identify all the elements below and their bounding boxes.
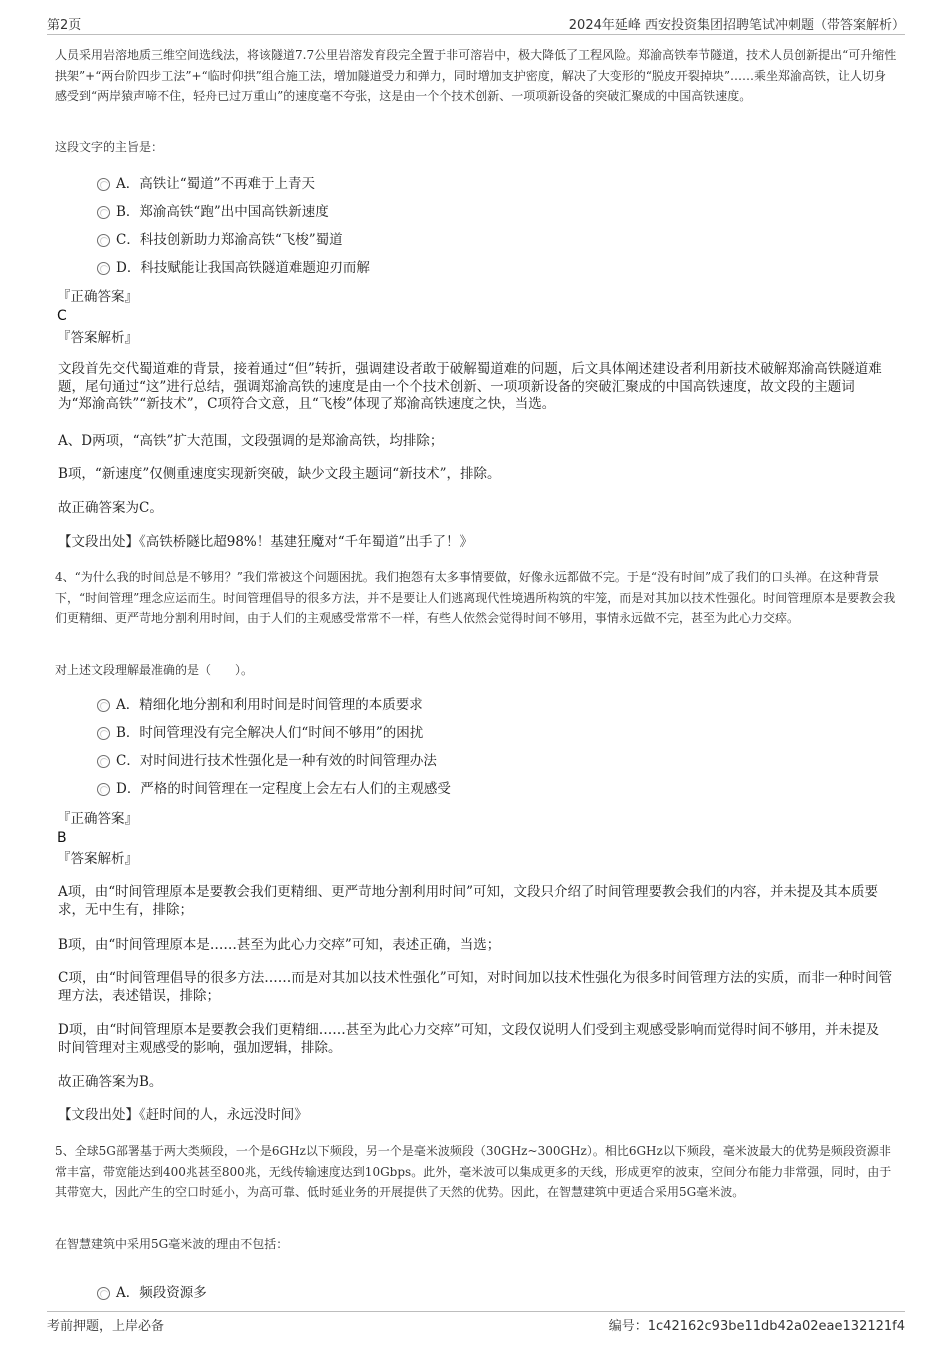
q4-question: 对上述文段理解最准确的是（ ）。 [55, 663, 254, 677]
radio-button-icon[interactable] [97, 699, 110, 712]
q3-answer: C [57, 308, 67, 324]
q3-source: 【文段出处】《高铁桥隧比超98%！基建狂魔对“千年蜀道”出手了！》 [58, 534, 474, 550]
q4-source: 【文段出处】《赶时间的人，永远没时间》 [58, 1107, 308, 1123]
q4-analysis-paragraph: A项，由“时间管理原本是要教会我们更精细、更严苛地分割利用时间”可知，文段只介绍了时间管理要教会我们的内容，并未提及其本质要求，无中生有，排除； [58, 884, 879, 918]
q5-question: 在智慧建筑中采用5G毫米波的理由不包括： [55, 1237, 289, 1251]
q4-analysis-label: 『答案解析』 [57, 851, 138, 867]
q4-answer-label: 『正确答案』 [57, 811, 138, 827]
q3-answer-label: 『正确答案』 [57, 289, 138, 305]
radio-button-icon[interactable] [97, 755, 110, 768]
option-label: C．对时间进行技术性强化是一种有效的时间管理办法 [116, 753, 437, 769]
q3-analysis-label: 『答案解析』 [57, 330, 138, 346]
q4-analysis-paragraph: D项，由“时间管理原本是要教会我们更精细……甚至为此心力交瘁”可知，文段仅说明人们受到主观感受影响而觉得时间不够用，并未提及时间管理对主观感受的影响，强加逻辑，排除。 [58, 1022, 880, 1056]
footer-slogan: 考前押题，上岸必备 [47, 1319, 165, 1334]
q3-analysis-paragraph: 文段首先交代蜀道难的背景，接着通过“但”转折，强调建设者敢于破解蜀道难的问题，后文具体阐述建设者利用新技术破解郑渝高铁隧道难题，尾句通过“这”进行总结，强调郑渝高铁的速度是由一个个技术创新、一项项新设备的突破汇聚成的中国高铁速度，故文段的主题词为“郑渝高铁”“新技术”，C项符合文意，且“飞梭”体现了郑渝高铁速度之快，当选。 [58, 361, 882, 412]
radio-button-icon[interactable] [97, 262, 110, 275]
q5-option-a[interactable] [97, 1283, 207, 1303]
option-label: C．科技创新助力郑渝高铁“飞梭”蜀道 [116, 232, 343, 248]
q4-analysis-conclusion: 故正确答案为B。 [58, 1074, 163, 1090]
q4-option-a[interactable] [97, 695, 423, 715]
q5-passage: 5、全球5G部署基于两大类频段，一个是6GHz以下频段，另一个是毫米波频段（30GHz~300GHz）。相比6GHz以下频段，毫米波最大的优势是频段资源非常丰富，带宽能达到400兆甚至800兆，无线传输速度达到10Gbps。此外，毫米波可以集成更多的天线，形成更窄的波束，空间分布能力非常强，同时，由于其带宽大，因此产生的空口时延小，为高可靠、低时延业务的开展提供了天然的优势。因此，在智慧建筑中更适合采用5G毫米波。 [55, 1144, 892, 1199]
radio-button-icon[interactable] [97, 1287, 110, 1300]
q4-option-c[interactable] [97, 751, 437, 771]
radio-button-icon[interactable] [97, 206, 110, 219]
radio-button-icon[interactable] [97, 234, 110, 247]
radio-button-icon[interactable] [97, 783, 110, 796]
q3-passage: 人员采用岩溶地质三维空间选线法，将该隧道7.7公里岩溶发育段完全置于非可溶岩中，极大降低了工程风险。郑渝高铁奉节隧道，技术人员创新提出“可升缩性拱架”+“两台阶四步工法”+“临时仰拱”组合施工法，增加隧道受力和弹力，同时增加支护密度，解决了大变形的“脱皮开裂掉块”……乘坐郑渝高铁，让人切身感受到“两岸猿声啼不住，轻舟已过万重山”的速度毫不夸张，这是由一个个技术创新、一项项新设备的突破汇聚成的中国高铁速度。 [55, 48, 897, 103]
page-header [47, 12, 905, 35]
document-title: 2024年延峰 西安投资集团招聘笔试冲刺题（带答案解析） [568, 18, 905, 33]
option-label: A．频段资源多 [116, 1285, 207, 1301]
option-label: A．高铁让“蜀道”不再难于上青天 [116, 176, 316, 192]
option-label: D．严格的时间管理在一定程度上会左右人们的主观感受 [116, 781, 451, 797]
q4-option-d[interactable] [97, 779, 451, 799]
option-label: A．精细化地分割和利用时间是时间管理的本质要求 [116, 697, 423, 713]
page-number: 第2页 [47, 18, 82, 33]
q3-option-d[interactable] [97, 258, 370, 278]
q3-analysis-paragraph: B项，“新速度”仅侧重速度实现新突破，缺少文段主题词“新技术”，排除。 [58, 466, 501, 482]
radio-button-icon[interactable] [97, 727, 110, 740]
radio-button-icon[interactable] [97, 178, 110, 191]
q3-analysis-paragraph: A、D两项，“高铁”扩大范围，文段强调的是郑渝高铁，均排除； [58, 433, 444, 449]
q3-option-a[interactable] [97, 174, 315, 194]
q3-analysis-conclusion: 故正确答案为C。 [58, 500, 163, 516]
q4-option-b[interactable] [97, 723, 423, 743]
q3-question: 这段文字的主旨是： [55, 140, 164, 154]
q4-answer: B [57, 830, 67, 846]
option-label: B．时间管理没有完全解决人们“时间不够用”的困扰 [116, 725, 424, 741]
q3-option-b[interactable] [97, 202, 329, 222]
document-id: 编号：1c42162c93be11db42a02eae132121f4 [608, 1319, 905, 1334]
q4-analysis-paragraph: C项，由“时间管理倡导的很多方法……而是对其加以技术性强化”可知，对时间加以技术性强化为很多时间管理方法的实质，而非一种时间管理方法，表述错误，排除； [58, 970, 893, 1004]
option-label: D．科技赋能让我国高铁隧道难题迎刃而解 [116, 260, 370, 276]
q4-analysis-paragraph: B项，由“时间管理原本是……甚至为此心力交瘁”可知，表述正确，当选； [58, 937, 501, 953]
option-label: B．郑渝高铁“跑”出中国高铁新速度 [116, 204, 329, 220]
q3-option-c[interactable] [97, 230, 343, 250]
page-footer [47, 1311, 905, 1336]
q4-passage: 4、“为什么我的时间总是不够用？”我们常被这个问题困扰。我们抱怨有太多事情要做，好像永远都做不完。于是“没有时间”成了我们的口头禅。在这种背景下，“时间管理”理念应运而生。时间管理倡导的很多方法，并不是要让人们逃离现代性境遇所构筑的牢笼，而是对其加以技术性强化。时间管理原本是要教会我们更精细、更严苛地分割利用时间，由于人们的主观感受常常不一样，有些人依然会觉得时间不够用，事情永远做不完，甚至为此心力交瘁。 [55, 570, 896, 625]
